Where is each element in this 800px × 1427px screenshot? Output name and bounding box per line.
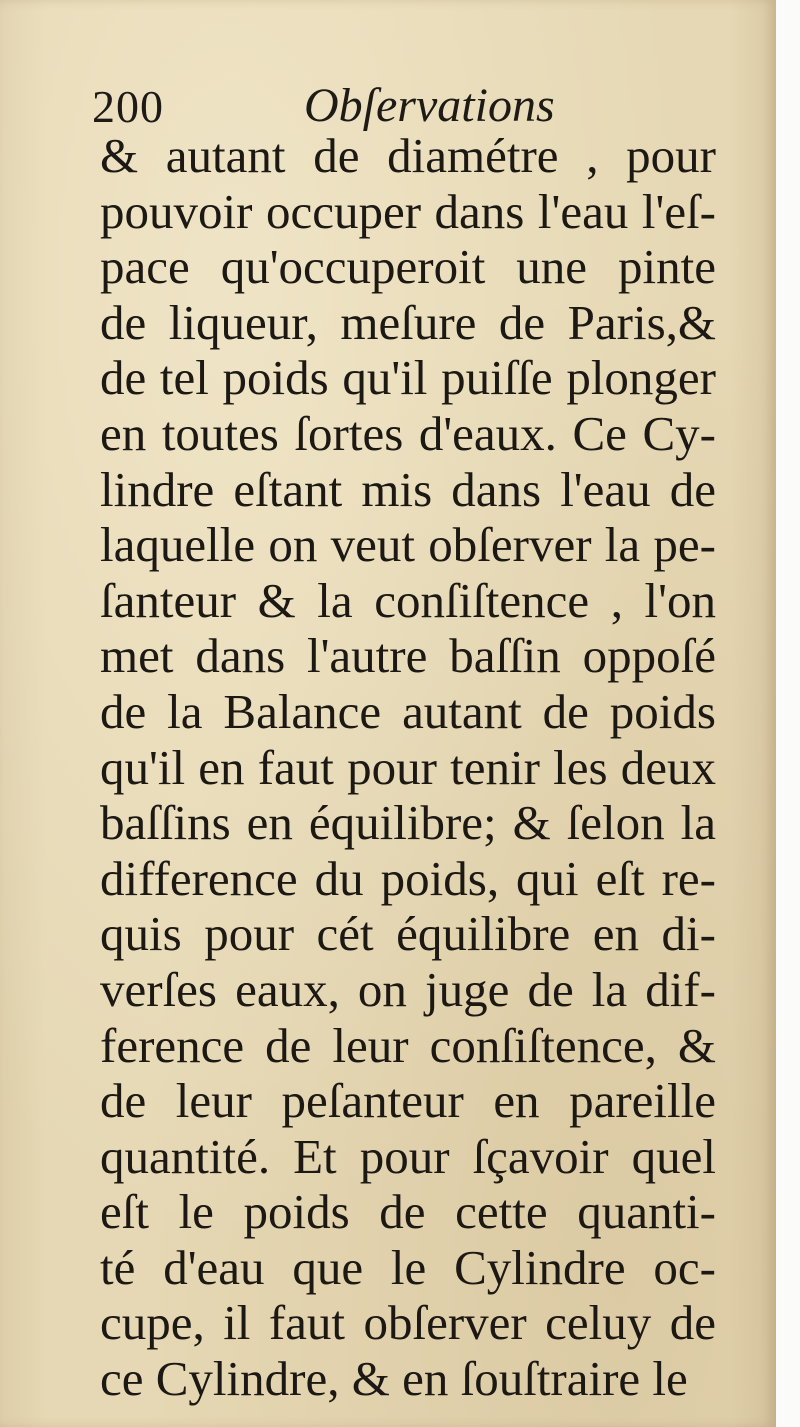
text-line: difference du poids, qui eſt re- [100, 850, 716, 906]
text-line: ce Cylindre, & en ſouſtraire le [100, 1351, 688, 1407]
text-line: pace qu'occuperoit une pinte [100, 239, 716, 295]
text-line: qu'il en faut pour tenir les deux [100, 739, 716, 795]
text-line: eſt le poids de cette quanti- [100, 1184, 716, 1240]
text-line: met dans l'autre baſſin oppoſé [100, 628, 716, 684]
text-line: cupe, il faut obſerver celuy de [100, 1295, 716, 1351]
text-line: baſſins en équilibre; & ſelon la [100, 795, 716, 851]
text-line: lindre eſtant mis dans l'eau de [100, 461, 716, 517]
text-line: de tel poids qu'il puiſſe plonger [100, 350, 716, 406]
text-line: de liqueur, meſure de Paris,& [100, 294, 716, 350]
text-line: té d'eau que le Cylindre oc- [100, 1239, 716, 1295]
text-line: & autant de diamétre , pour [100, 128, 716, 183]
body-text [100, 128, 716, 1407]
scan-margin [776, 0, 800, 1427]
text-line: laquelle on veut obſerver la pe- [100, 517, 716, 573]
text-line: de la Balance autant de poids [100, 683, 716, 739]
text-line: quantité. Et pour ſçavoir quel [100, 1128, 716, 1184]
text-line: ſanteur & la conſiſtence , l'on [100, 572, 716, 628]
text-line: de leur peſanteur en pareille [100, 1073, 716, 1129]
text-line: verſes eaux, on juge de la dif- [100, 961, 716, 1017]
text-line: en toutes ſortes d'eaux. Ce Cy- [100, 405, 716, 461]
text-line: quis pour cét équilibre en di- [100, 906, 716, 962]
text-line: pouvoir occuper dans l'eau l'eſ- [100, 183, 716, 239]
running-head: Obſervations [304, 79, 555, 132]
text-line: ference de leur conſiſtence, & [100, 1017, 716, 1073]
page-number: 200 [92, 81, 164, 132]
